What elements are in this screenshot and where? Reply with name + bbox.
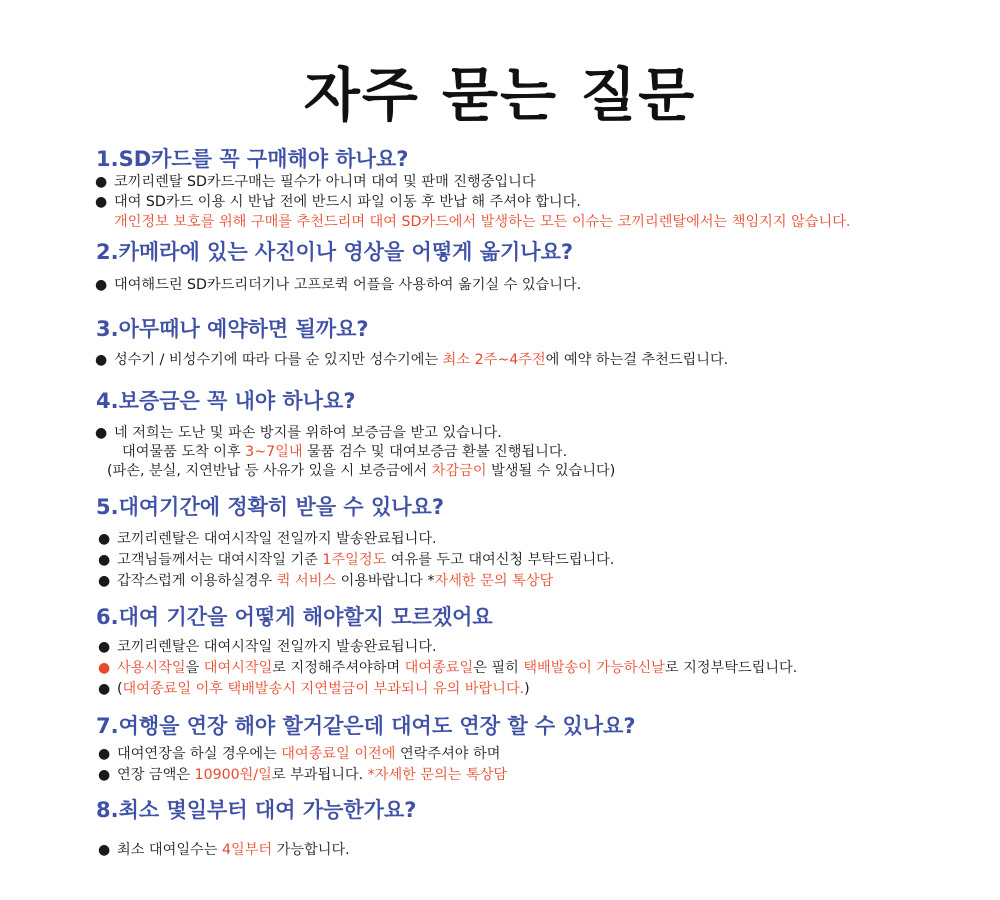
faq-1-line-3: 개인정보 보호를 위해 구매를 추천드리며 대여 SD카드에서 발생하는 모든 이슈는 코끼리렌탈에서는 책임지지 않습니다. xyxy=(114,214,851,230)
faq-1-line-2: 대여 SD카드 이용 시 반납 전에 반드시 파일 이동 후 반납 해 주셔야 합니다. xyxy=(114,194,581,210)
highlight-text: 최소 2주~4주전 xyxy=(442,352,546,368)
bullet-icon: ● xyxy=(95,425,108,441)
text-segment: 대여연장을 하실 경우에는 xyxy=(117,746,282,762)
highlight-text: 대여종료일 이후 택배발송시 지연벌금이 부과되니 유의 바랍니다. xyxy=(122,681,525,697)
faq-5-line-1: 코끼리렌탈은 대여시작일 전일까지 발송완료됩니다. xyxy=(117,531,437,547)
highlight-text: 대여종료일 이전에 xyxy=(281,746,396,762)
highlight-text: 퀵 서비스 xyxy=(276,573,337,589)
faq-2-line-1: 대여해드린 SD카드리더기나 고프로퀵 어플을 사용하여 옮기실 수 있습니다. xyxy=(114,277,582,293)
text-segment: 고객님들께서는 대여시작일 기준 xyxy=(117,552,323,568)
bullet-icon: ● xyxy=(95,194,108,210)
bullet-icon: ● xyxy=(98,746,111,762)
text-segment: 최소 대여일수는 xyxy=(117,842,222,858)
text-segment: 여유를 두고 대여신청 부탁드립니다. xyxy=(386,552,615,568)
highlight-text: 10900원/일 xyxy=(194,767,272,783)
text-segment: 가능합니다. xyxy=(272,842,350,858)
faq-question-2: 2.카메라에 있는 사진이나 영상을 어떻게 옮기나요? xyxy=(96,240,574,264)
highlight-text: 4일부터 xyxy=(221,842,273,858)
faq-question-3: 3.아무때나 예약하면 될까요? xyxy=(96,317,369,341)
text-segment: 연락주셔야 하며 xyxy=(395,746,501,762)
bullet-icon: ● xyxy=(95,277,108,293)
bullet-icon: ● xyxy=(98,660,111,676)
bullet-icon: ● xyxy=(98,681,111,697)
faq-1-line-1: 코끼리렌탈 SD카드구매는 필수가 아니며 대여 및 판매 진행중입니다 xyxy=(114,174,536,190)
faq-7-line-1 xyxy=(117,744,500,764)
faq-question-4: 4.보증금은 꼭 내야 하나요? xyxy=(96,389,356,413)
highlight-text: 대여시작일 xyxy=(203,660,273,676)
text-segment: 대여물품 도착 이후 xyxy=(122,444,246,460)
text-segment: 물품 검수 및 대여보증금 환불 진행됩니다. xyxy=(302,444,568,460)
faq-6-line-2 xyxy=(117,658,797,678)
text-segment: 연장 금액은 xyxy=(117,767,195,783)
bullet-icon: ● xyxy=(98,842,111,858)
faq-5-line-3 xyxy=(117,571,553,591)
faq-question-7: 7.여행을 연장 해야 할거같은데 대여도 연장 할 수 있나요? xyxy=(96,714,636,738)
highlight-text: 대여종료일 xyxy=(404,660,474,676)
text-segment: 성수기 / 비성수기에 따라 다를 순 있지만 성수기에는 xyxy=(114,352,443,368)
bullet-icon: ● xyxy=(98,767,111,783)
text-segment: 로 지정부탁드립니다. xyxy=(664,660,798,676)
highlight-text: 3~7일내 xyxy=(245,444,303,460)
bullet-icon: ● xyxy=(98,531,111,547)
bullet-icon: ● xyxy=(95,174,108,190)
bullet-icon: ● xyxy=(98,639,111,655)
text-segment: 발생될 수 있습니다) xyxy=(486,463,616,479)
faq-question-5: 5.대여기간에 정확히 받을 수 있나요? xyxy=(96,495,445,519)
faq-7-line-2 xyxy=(117,765,507,785)
bullet-icon: ● xyxy=(95,352,108,368)
faq-question-1: 1.SD카드를 꼭 구매해야 하나요? xyxy=(96,147,409,171)
faq-4-line-2 xyxy=(122,442,567,462)
text-segment: 로 부과됩니다. xyxy=(271,767,368,783)
text-segment: (파손, 분실, 지연반납 등 사유가 있을 시 보증금에서 xyxy=(107,463,432,479)
faq-question-6: 6.대여 기간을 어떻게 해야할지 모르겠어요 xyxy=(96,605,493,629)
text-segment: 을 xyxy=(185,660,204,676)
faq-4-line-3 xyxy=(107,461,615,481)
text-segment: 에 예약 하는걸 추천드립니다. xyxy=(545,352,729,368)
text-segment: 갑작스럽게 이용하실경우 xyxy=(117,573,277,589)
bullet-icon: ● xyxy=(98,573,111,589)
faq-6-line-1: 코끼리렌탈은 대여시작일 전일까지 발송완료됩니다. xyxy=(117,639,437,655)
text-segment: ) xyxy=(524,681,530,697)
highlight-text: 택배발송이 가능하신날 xyxy=(523,660,665,676)
highlight-text: 사용시작일 xyxy=(117,660,186,676)
text-segment: 로 지정해주셔야하며 xyxy=(272,660,405,676)
faq-4-line-1: 네 저희는 도난 및 파손 방지를 위하여 보증금을 받고 있습니다. xyxy=(114,425,502,441)
faq-8-line-1 xyxy=(117,840,350,860)
text-segment: 이용바랍니다 * xyxy=(336,573,435,589)
text-segment: ( xyxy=(117,681,123,697)
highlight-text: 자세한 문의 톡상담 xyxy=(434,573,554,589)
page-title: 자주 묻는 질문 xyxy=(303,61,697,129)
highlight-text: 차감금이 xyxy=(431,463,487,479)
faq-3-line-1 xyxy=(114,350,728,370)
text-segment: 은 필히 xyxy=(473,660,524,676)
bullet-icon: ● xyxy=(98,552,111,568)
faq-5-line-2 xyxy=(117,550,614,570)
highlight-text: *자세한 문의는 톡상담 xyxy=(367,767,508,783)
faq-question-8: 8.최소 몇일부터 대여 가능한가요? xyxy=(96,798,417,822)
highlight-text: 1주일정도 xyxy=(322,552,387,568)
faq-6-line-3 xyxy=(117,679,530,699)
